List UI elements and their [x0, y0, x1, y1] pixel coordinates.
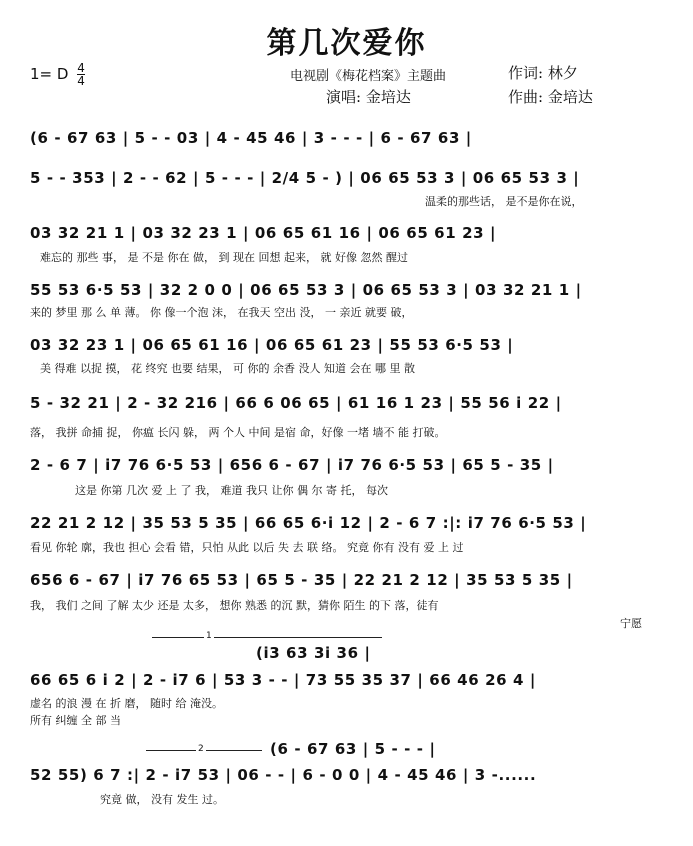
- score-line-5-lyrics: 美 得难 以捉 摸， 花 终究 也要 结果， 可 你的 余香 没人 知道 会在 哪 里 散: [40, 362, 415, 375]
- song-title: 第几次爱你: [266, 26, 427, 61]
- score-line-3-lyrics: 难忘的 那些 事， 是 不是 你在 做， 到 现在 回想 起来， 就 好像 忽然 醒过: [40, 251, 408, 264]
- score-line-2-notes: 5 - - 353 | 2 - - 62 | 5 - - - | 2/4 5 - ) | 06 65 53 3 | 06 65 53 3 |: [30, 169, 580, 187]
- volta-bracket-1: [152, 631, 382, 641]
- score-line-8-lyrics: 看见 你轮 廓，我也 担心 会看 错，只怕 从此 以后 失 去 联 络。 究竟 你有 没有 爱 上 过: [30, 541, 464, 554]
- score-line-7-lyrics: 这是 你第 几次 爱 上 了 我， 难道 我只 让你 偶 尔 寄 托， 每次: [75, 484, 388, 497]
- score-line-12-text: 所有 纠缠 全 部 当: [30, 714, 121, 727]
- score-line-7-notes: 2 - 6 7 | i7 76 6·5 53 | 656 6 - 67 | i7 76 6·5 53 | 65 5 - 35 |: [30, 456, 554, 474]
- score-line-9-lyrics: 我， 我们 之间 了解 太少 还是 太多， 想你 熟悉 的沉 默，猜你 陌生 的下 落，徒有: [30, 599, 439, 612]
- time-signature: [77, 62, 85, 87]
- singer: 演唱: 金培达: [326, 88, 411, 106]
- time-sig-bottom: 4: [77, 74, 85, 88]
- key-signature: [30, 62, 85, 87]
- subtitle: 电视剧《梅花档案》主题曲: [290, 69, 447, 84]
- score-line-4-notes: 55 53 6·5 53 | 32 2 0 0 | 06 65 53 3 | 06 65 53 3 | 03 32 21 1 |: [30, 281, 582, 299]
- key-text: 1= D: [30, 65, 69, 83]
- score-line-9-notes: 656 6 - 67 | i7 76 65 53 | 65 5 - 35 | 22 21 2 12 | 35 53 5 35 |: [30, 571, 573, 589]
- score-line-5-notes: 03 32 23 1 | 06 65 61 16 | 06 65 61 23 | 55 53 6·5 53 |: [30, 336, 514, 354]
- score-line-13-notes: (6 - 67 63 | 5 - - - |: [270, 740, 436, 758]
- score-line-10-notes: (i3 63 3i 36 |: [256, 644, 371, 662]
- time-sig-top: 4: [77, 61, 85, 75]
- score-line-6-lyrics: 落， 我拼 命捕 捉， 你瘟 长闪 躲， 两 个人 中间 是宿 命，好像 一堵 墙不 能 打破。: [30, 426, 446, 439]
- score-line-2-lyrics: 温柔的那些话， 是不是你在说，: [425, 195, 583, 208]
- volta-number-2: 2: [198, 744, 204, 754]
- volta-bracket-2: [146, 744, 262, 754]
- score-line-14-lyrics: 究竟 做， 没有 发生 过。: [100, 793, 224, 806]
- score-line-4-lyrics: 来的 梦里 那 么 单 薄。 你 像一个泡 沫， 在我天 空出 没， 一 亲近 就要 破，: [30, 306, 413, 319]
- score-line-14-notes: 52 55) 6 7 :| 2 - i7 53 | 06 - - | 6 - 0 0 | 4 - 45 46 | 3 -......: [30, 766, 537, 784]
- volta-number-1: 1: [206, 631, 212, 641]
- score-line-8-notes: 22 21 2 12 | 35 53 5 35 | 66 65 6·i 12 | 2 - 6 7 :|: i7 76 6·5 53 |: [30, 514, 587, 532]
- score-line-11-notes: 66 65 6 i 2 | 2 - i7 6 | 53 3 - - | 73 55 35 37 | 66 46 26 4 |: [30, 671, 536, 689]
- score-line-10-lyrics: 宁愿: [620, 617, 642, 630]
- score-line-11-lyrics: 虚名 的浪 漫 在 折 磨， 随时 给 淹没。: [30, 697, 223, 710]
- score-line-1-notes: (6 - 67 63 | 5 - - 03 | 4 - 45 46 | 3 - - - | 6 - 67 63 |: [30, 129, 472, 147]
- score-line-3-notes: 03 32 21 1 | 03 32 23 1 | 06 65 61 16 | 06 65 61 23 |: [30, 224, 497, 242]
- lyricist: 作词: 林夕: [508, 64, 578, 82]
- composer: 作曲: 金培达: [508, 88, 593, 106]
- score-line-6-notes: 5 - 32 21 | 2 - 32 216 | 66 6 06 65 | 61 16 1 23 | 55 56 i 22 |: [30, 394, 562, 412]
